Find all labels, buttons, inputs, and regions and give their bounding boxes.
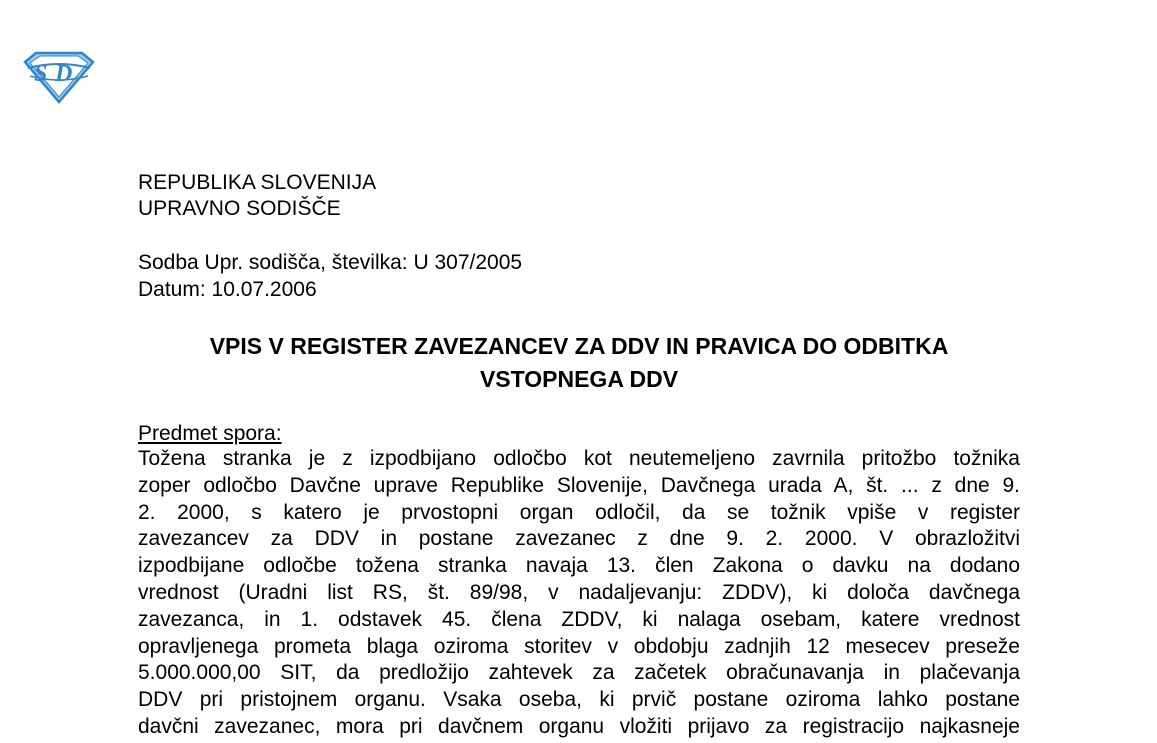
svg-text:D: D xyxy=(55,61,73,87)
body-line: zavezancev za DDV in postane zavezanec z dne 9. 2. 2000. V obrazložitvi xyxy=(138,527,1020,551)
header-court: UPRAVNO SODIŠČE xyxy=(138,197,341,220)
case-date: Datum: 10.07.2006 xyxy=(138,278,317,301)
subject-heading: Predmet spora: xyxy=(138,422,282,445)
body-line: 2. 2000, s katero je prvostopni organ odločil, da se tožnik vpiše v register xyxy=(138,500,1020,524)
svg-text:S: S xyxy=(34,61,48,87)
body-line: DDV pri pristojnem organu. Vsaka oseba, ki prvič postane oziroma lahko postane xyxy=(138,688,1020,712)
body-line: izpodbijane odločbe tožena stranka navaja 13. člen Zakona o davku na dodano xyxy=(138,554,1020,578)
body-line: vrednost (Uradni list RS, št. 89/98, v nadaljevanju: ZDDV), ki določa davčnega xyxy=(138,580,1020,604)
case-number: Sodba Upr. sodišča, številka: U 307/2005 xyxy=(138,251,523,274)
document-title xyxy=(138,330,1020,396)
header-republic: REPUBLIKA SLOVENIJA xyxy=(138,171,377,194)
body-line: 5.000.000,00 SIT, da predložijo zahtevek za začetek obračunavanja in plačevanja xyxy=(138,661,1020,685)
title-line-1: VPIS V REGISTER ZAVEZANCEV ZA DDV IN PRAVICA DO ODBITKA xyxy=(209,333,949,359)
body-line: zavezanca, in 1. odstavek 45. člena ZDDV, ki nalaga osebam, katere vrednost xyxy=(138,607,1020,631)
body-line: opravljenega prometa blaga oziroma storitev v obdobju zadnjih 12 mesecev preseže xyxy=(138,634,1020,658)
body-line: zoper odločbo Davčne uprave Republike Slovenije, Davčnega urada A, št. ... z dne 9. xyxy=(138,473,1020,497)
title-line-2: VSTOPNEGA DDV xyxy=(479,366,679,392)
court-logo-icon xyxy=(22,50,96,104)
body-line: Tožena stranka je z izpodbijano odločbo kot neutemeljeno zavrnila pritožbo tožnika xyxy=(138,447,1020,470)
body-line: davčni zavezanec, mora pri davčnem organu vložiti prijavo za registracijo najkasneje xyxy=(138,714,1020,738)
body-paragraph xyxy=(138,446,1020,741)
